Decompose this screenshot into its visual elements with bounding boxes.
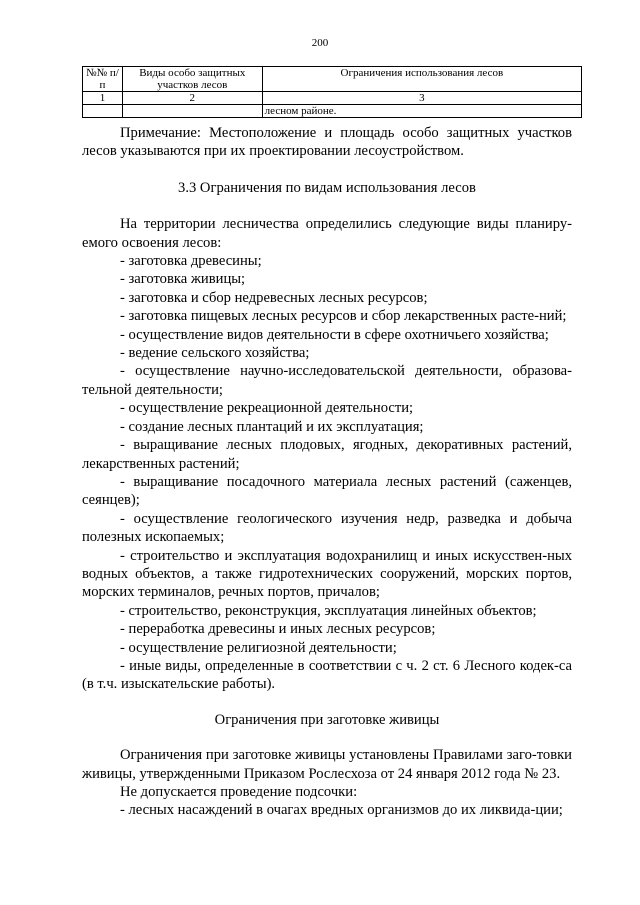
note-paragraph: Примечание: Местоположение и площадь особо защитных участков лесов указываются при их проектировании лесоустройством.: [82, 125, 572, 160]
list-item: - заготовка и сбор недревесных лесных ресурсов;: [120, 289, 428, 306]
list-item: - осуществление рекреационной деятельности;: [120, 400, 414, 417]
paragraph: - лесных насаждений в очагах вредных организмов до их ликвида-ции;: [120, 802, 563, 819]
list-item: - ведение сельского хозяйства;: [120, 345, 310, 362]
intro-paragraph: На территории лесничества определились следующие виды планиру-емого освоения лесов:: [82, 216, 572, 251]
list-item: - осуществление религиозной деятельности;: [120, 639, 397, 656]
page-number: 200: [311, 37, 329, 49]
document-body: [82, 124, 572, 820]
list-item: - переработка древесины и иных лесных ресурсов;: [120, 621, 436, 638]
table-cell: [122, 105, 262, 118]
restrictions-table: [82, 66, 582, 118]
list-item: - выращивание лесных плодовых, ягодных, декоративных растений, лекарственных растений;: [82, 437, 572, 472]
table-number-row: [83, 92, 582, 105]
table-cell: 3: [262, 92, 581, 105]
list-item: - выращивание посадочного материала лесных растений (саженцев, сеянцев);: [82, 473, 572, 509]
list-item: - осуществление видов деятельности в сфере охотничьего хозяйства;: [120, 326, 549, 343]
table-cell: 2: [122, 92, 262, 105]
section-title: 3.3 Ограничения по видам использования лесов: [178, 179, 476, 196]
table-header-cell: Ограничения использования лесов: [262, 67, 581, 92]
table-cell: [83, 105, 123, 118]
table-cell: лесном районе.: [262, 105, 581, 118]
list-item: - создание лесных плантаций и их эксплуатация;: [120, 418, 424, 435]
list-item: - строительство, реконструкция, эксплуатация линейных объектов;: [120, 602, 537, 619]
table-cell: 1: [83, 92, 123, 105]
list-item: - заготовка живицы;: [120, 271, 246, 288]
paragraph: Не допускается проведение подсочки:: [120, 784, 358, 800]
list-item: - строительство и эксплуатация водохранилищ и иных искусствен-ных водных объектов, а также гидротехнических сооружений, морских портов, морских терминалов, речных портов, причалов;: [82, 547, 572, 601]
table-header-cell: Виды особо защитных участков лесов: [122, 67, 262, 92]
list-item: - осуществление научно-исследовательской деятельности, образова-тельной деятельности;: [82, 363, 572, 398]
list-item: - осуществление геологического изучения недр, разведка и добыча полезных ископаемых;: [82, 510, 572, 546]
table-header-cell: №№ п/п: [83, 67, 123, 92]
table-header-row: [83, 67, 582, 92]
table-row: [83, 105, 582, 118]
paragraph: Ограничения при заготовке живицы установлены Правилами заго-товки живицы, утвержденными Приказом Рослесхоза от 24 января 2012 года № 23.: [82, 747, 572, 782]
list-item: - заготовка древесины;: [120, 253, 262, 270]
list-item: - заготовка пищевых лесных ресурсов и сбор лекарственных расте-ний;: [120, 308, 567, 325]
subsection-title: Ограничения при заготовке живицы: [214, 711, 440, 728]
list-item: - иные виды, определенные в соответствии с ч. 2 ст. 6 Лесного кодек-са (в т.ч. изыскательские работы).: [82, 657, 572, 693]
